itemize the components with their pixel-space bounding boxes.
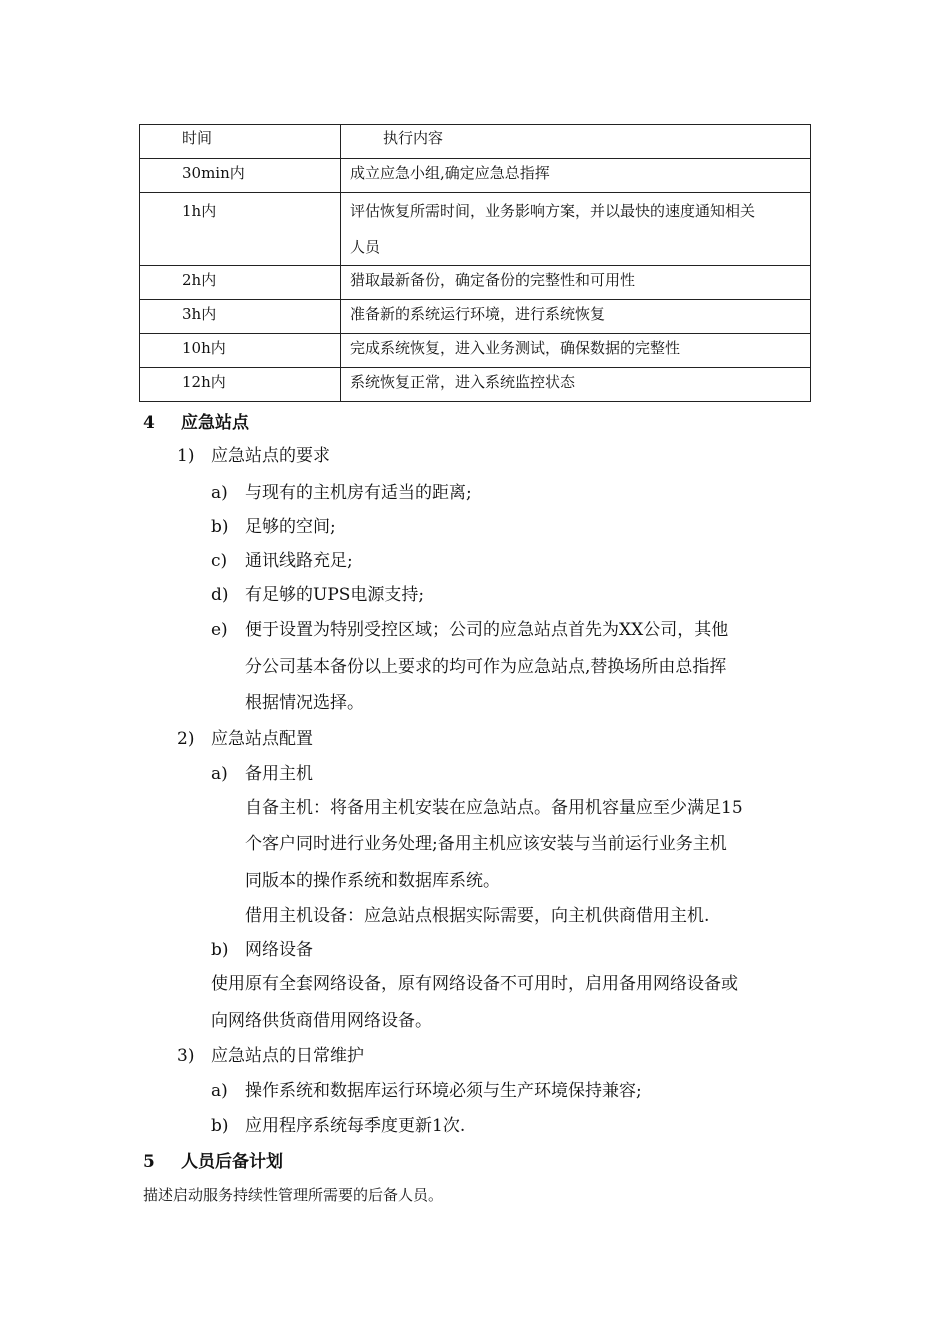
list-item — [211, 762, 313, 786]
section-title: 应急站点 — [181, 413, 249, 433]
list-item-text: 网络设备 — [245, 940, 313, 960]
row-content: 准备新的系统运行环境，进行系统恢复 — [341, 300, 811, 334]
row-time: 12h内 — [140, 368, 341, 402]
paragraph-line: 个客户同时进行业务处理;备用主机应该安装与当前运行业务主机 — [245, 834, 727, 854]
row-time: 3h内 — [140, 300, 341, 334]
list-marker: a) — [211, 764, 228, 784]
paragraph-line: 借用主机设备：应急站点根据实际需要，向主机供商借用主机. — [245, 906, 710, 926]
list-item-text: 应用程序系统每季度更新1次. — [245, 1116, 466, 1136]
list-item — [211, 1114, 465, 1138]
row-time: 1h内 — [140, 193, 341, 266]
list-marker: b) — [211, 940, 229, 960]
list-marker: 2) — [177, 729, 195, 749]
list-item-text: 通讯线路充足; — [245, 551, 353, 571]
list-marker: 3) — [177, 1046, 195, 1066]
section-5-body: 描述启动服务持续性管理所需要的后备人员。 — [143, 1186, 444, 1204]
table-row — [140, 334, 811, 368]
table-row — [140, 159, 811, 193]
list-item — [211, 583, 424, 607]
header-time: 时间 — [140, 125, 341, 159]
subsection-2-heading — [177, 727, 313, 751]
list-marker: e) — [211, 620, 228, 640]
list-marker: b) — [211, 1116, 229, 1136]
row-content: 系统恢复正常，进入系统监控状态 — [341, 368, 811, 402]
paragraph-line: 向网络供货商借用网络设备。 — [211, 1011, 432, 1031]
paragraph-line: 同版本的操作系统和数据库系统。 — [245, 871, 500, 891]
row-content: 猎取最新备份，确定备份的完整性和可用性 — [341, 266, 811, 300]
list-marker: d) — [211, 585, 229, 605]
list-item — [211, 481, 472, 505]
section-number: 5 — [143, 1152, 155, 1172]
section-title: 人员后备计划 — [181, 1152, 283, 1172]
row-content: 成立应急小组,确定应急总指挥 — [341, 159, 811, 193]
list-item-text: 便于设置为特别受控区域；公司的应急站点首先为XX公司，其他 — [245, 620, 729, 640]
row-time: 2h内 — [140, 266, 341, 300]
list-item — [211, 938, 313, 962]
table-row — [140, 193, 811, 266]
table-row — [140, 300, 811, 334]
list-item-text: 足够的空间; — [245, 517, 336, 537]
table-header-row — [140, 125, 811, 159]
list-item — [211, 618, 728, 642]
list-item — [211, 549, 353, 573]
list-item-continuation: 根据情况选择。 — [245, 693, 364, 713]
subsection-title: 应急站点的要求 — [211, 446, 330, 466]
row-time: 30min内 — [140, 159, 341, 193]
subsection-1-heading — [177, 444, 330, 468]
list-item — [211, 1079, 642, 1103]
list-item-text: 有足够的UPS电源支持; — [245, 585, 425, 605]
list-marker: c) — [211, 551, 228, 571]
table-row — [140, 368, 811, 402]
subsection-title: 应急站点配置 — [211, 729, 313, 749]
section-number: 4 — [143, 413, 155, 433]
row-content-line: 评估恢复所需时间，业务影响方案，并以最快的速度通知相关 — [350, 202, 756, 220]
section-5-heading — [143, 1150, 283, 1174]
schedule-table — [139, 124, 811, 402]
list-item-continuation: 分公司基本备份以上要求的均可作为应急站点,替换场所由总指挥 — [245, 657, 727, 677]
table-row — [140, 266, 811, 300]
list-item-text: 与现有的主机房有适当的距离; — [245, 483, 472, 503]
subsection-3-heading — [177, 1044, 364, 1068]
list-item — [211, 515, 336, 539]
list-marker: b) — [211, 517, 229, 537]
row-time: 10h内 — [140, 334, 341, 368]
paragraph-line: 使用原有全套网络设备，原有网络设备不可用时，启用备用网络设备或 — [211, 974, 738, 994]
list-item-text: 操作系统和数据库运行环境必须与生产环境保持兼容; — [245, 1081, 642, 1101]
subsection-title: 应急站点的日常维护 — [211, 1046, 364, 1066]
list-marker: a) — [211, 483, 228, 503]
paragraph-line: 自备主机：将备用主机安装在应急站点。备用机容量应至少满足15 — [245, 798, 743, 818]
list-marker: a) — [211, 1081, 228, 1101]
row-content-line: 人员 — [350, 238, 381, 256]
list-item-text: 备用主机 — [245, 764, 313, 784]
list-marker: 1) — [177, 446, 195, 466]
row-content: 完成系统恢复，进入业务测试，确保数据的完整性 — [341, 334, 811, 368]
row-content — [341, 193, 811, 266]
header-content: 执行内容 — [341, 125, 811, 159]
section-4-heading — [143, 411, 249, 435]
